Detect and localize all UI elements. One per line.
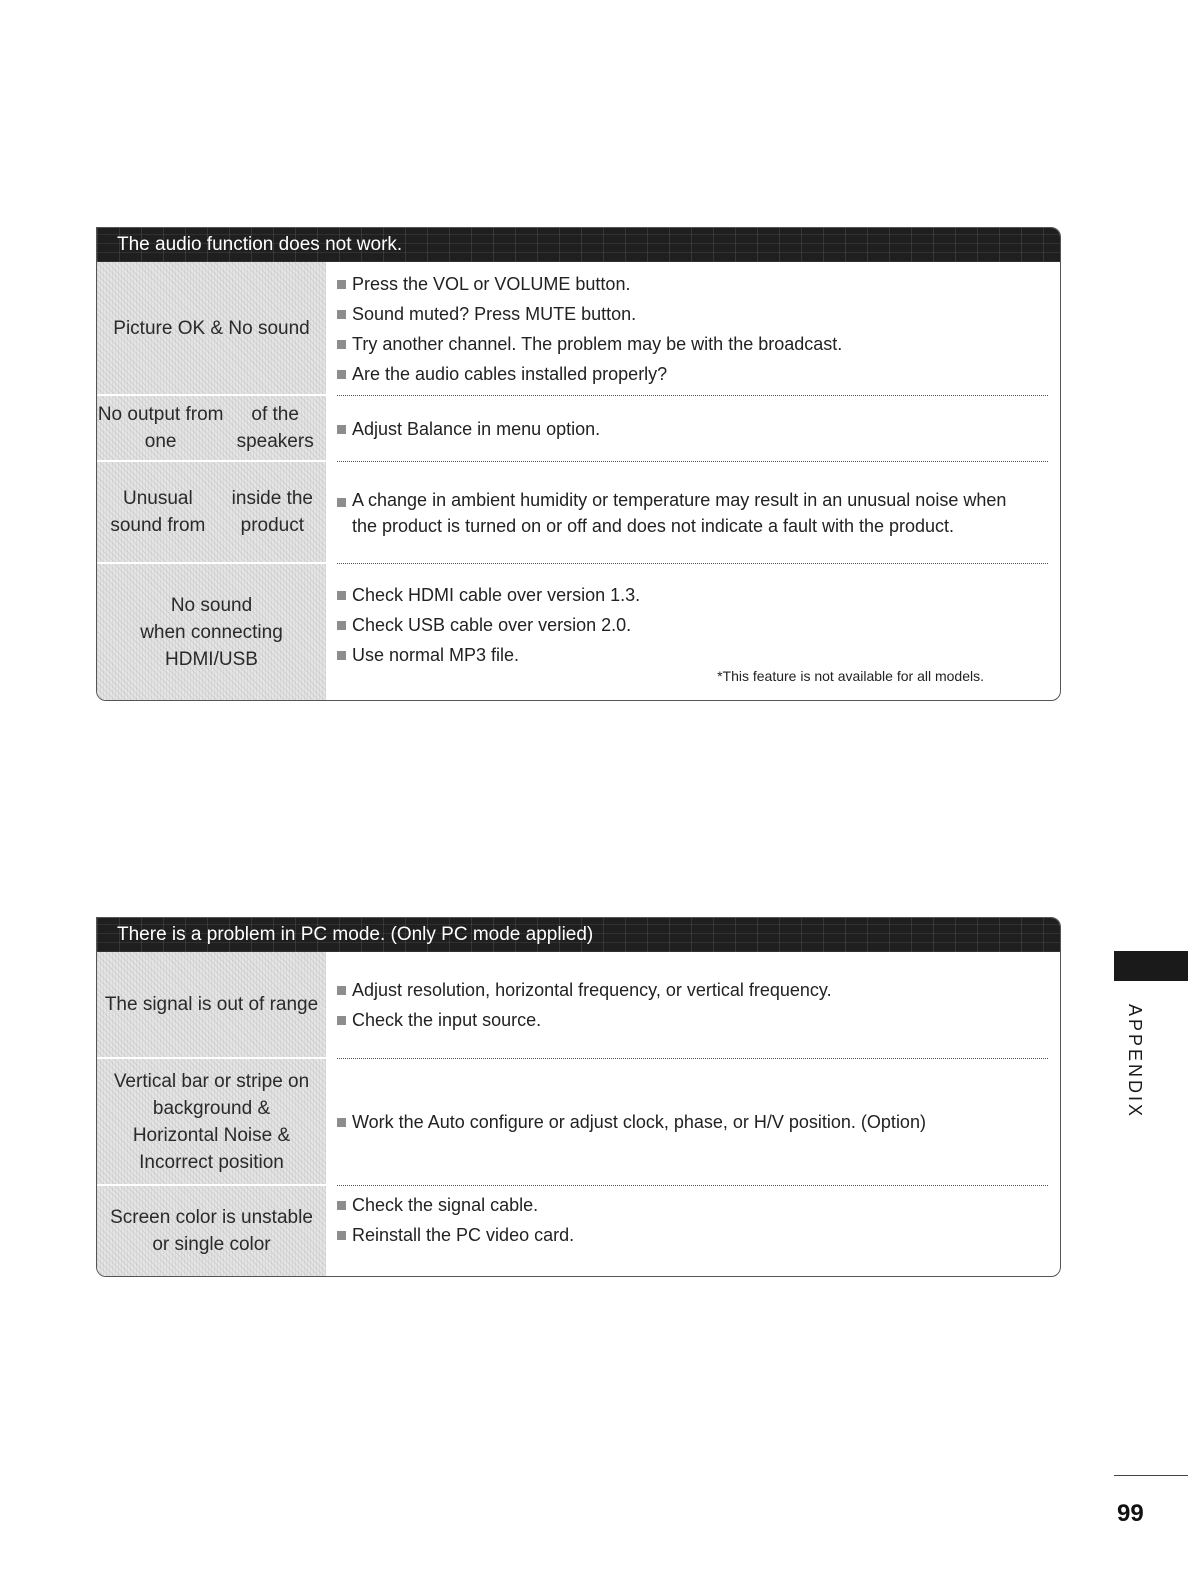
square-bullet-icon bbox=[337, 280, 346, 289]
row-content bbox=[337, 262, 1048, 396]
section-header: There is a problem in PC mode. (Only PC mode applied) bbox=[97, 918, 1060, 952]
list-item: Are the audio cables installed properly? bbox=[337, 359, 1048, 389]
row-label: Vertical bar or stripe on background & Horizontal Noise & Incorrect position bbox=[97, 1059, 326, 1186]
section-header: The audio function does not work. bbox=[97, 228, 1060, 262]
row-label: Picture OK & No sound bbox=[97, 262, 326, 396]
square-bullet-icon bbox=[337, 591, 346, 600]
row-label: Unusual sound from inside the product bbox=[97, 462, 326, 564]
list-item: Try another channel. The problem may be with the broadcast. bbox=[337, 329, 1048, 359]
list-item: Sound muted? Press MUTE button. bbox=[337, 299, 1048, 329]
list-item: Check the input source. bbox=[337, 1005, 1048, 1035]
row-content bbox=[337, 1186, 1048, 1276]
square-bullet-icon bbox=[337, 1201, 346, 1210]
row-content bbox=[337, 952, 1048, 1059]
square-bullet-icon bbox=[337, 986, 346, 995]
footnote: *This feature is not available for all models. bbox=[717, 668, 984, 684]
list-item: Work the Auto configure or adjust clock, phase, or H/V position. (Option) bbox=[337, 1107, 1048, 1137]
list-item: Adjust Balance in menu option. bbox=[337, 414, 1048, 444]
page-number: 99 bbox=[1117, 1500, 1144, 1527]
table-row bbox=[97, 396, 1060, 462]
page-number-rule bbox=[1114, 1475, 1188, 1476]
audio-troubleshooting-table bbox=[96, 227, 1061, 701]
square-bullet-icon bbox=[337, 370, 346, 379]
table-row bbox=[97, 952, 1060, 1059]
row-label: No output from one of the speakers bbox=[97, 396, 326, 462]
row-label: The signal is out of range bbox=[97, 952, 326, 1059]
square-bullet-icon bbox=[337, 1231, 346, 1240]
table-row bbox=[97, 462, 1060, 564]
square-bullet-icon bbox=[337, 1016, 346, 1025]
table-row bbox=[97, 262, 1060, 396]
list-item: Press the VOL or VOLUME button. bbox=[337, 269, 1048, 299]
list-item: Adjust resolution, horizontal frequency, or vertical frequency. bbox=[337, 975, 1048, 1005]
square-bullet-icon bbox=[337, 425, 346, 434]
square-bullet-icon bbox=[337, 621, 346, 630]
square-bullet-icon bbox=[337, 651, 346, 660]
table-row bbox=[97, 1186, 1060, 1276]
list-item: Check the signal cable. bbox=[337, 1190, 1048, 1220]
list-item: Check USB cable over version 2.0. bbox=[337, 610, 1048, 640]
table-row bbox=[97, 564, 1060, 700]
row-label: No sound when connecting HDMI/USB bbox=[97, 564, 326, 700]
row-content bbox=[337, 1059, 1048, 1186]
side-tab-label: APPENDIX bbox=[1125, 1004, 1145, 1120]
square-bullet-icon bbox=[337, 1118, 346, 1127]
square-bullet-icon bbox=[337, 310, 346, 319]
appendix-tab-marker bbox=[1114, 951, 1188, 981]
row-label: Screen color is unstable or single color bbox=[97, 1186, 326, 1276]
list-item: A change in ambient humidity or temperature may result in an unusual noise when the product is turned on or off and does not indicate a fault with the product. bbox=[337, 487, 1048, 539]
list-item: Check HDMI cable over version 1.3. bbox=[337, 580, 1048, 610]
pc-mode-troubleshooting-table bbox=[96, 917, 1061, 1277]
square-bullet-icon bbox=[337, 340, 346, 349]
table-row bbox=[97, 1059, 1060, 1186]
row-content bbox=[337, 396, 1048, 462]
square-bullet-icon bbox=[337, 498, 346, 507]
list-item: Reinstall the PC video card. bbox=[337, 1220, 1048, 1250]
row-content bbox=[337, 462, 1048, 564]
list-item: Use normal MP3 file. bbox=[337, 640, 1048, 670]
